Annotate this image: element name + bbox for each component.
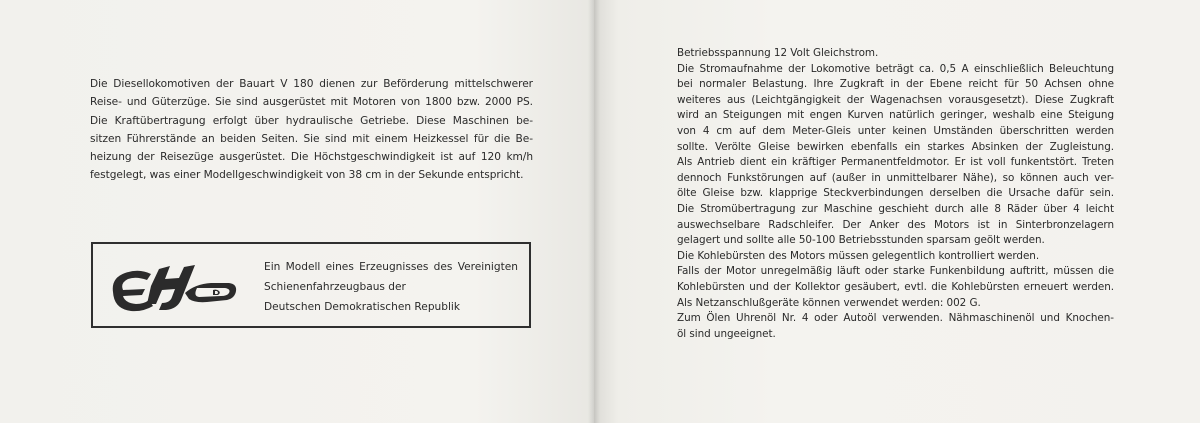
- text-line: auswechselbare Radschleifer. Der Anker des Motors ist in Sinterbronzelagern: [677, 218, 1114, 231]
- text-line: Als Antrieb dient ein kräftiger Permanentfeldmotor. Er ist voll funkentstört. Treten: [677, 156, 1114, 169]
- caption-line: Schienenfahrzeugbaus der: [264, 281, 406, 293]
- manufacturer-info-box: [91, 242, 531, 328]
- text-line: weiteres aus (Leichtgängigkeit der Wagenachsen vorausgesetzt). Diese Zugkraft: [677, 93, 1114, 106]
- text-line: öl sind ungeeignet.: [677, 327, 776, 340]
- ehb-manufacturer-logo-icon: [109, 262, 239, 314]
- text-line: Die Kraftübertragung erfolgt über hydraulische Getriebe. Diese Maschinen be-: [90, 114, 533, 127]
- text-line: Die Diesellokomotiven der Bauart V 180 dienen zur Beförderung mittelschwerer: [90, 78, 533, 90]
- caption-line: Deutschen Demokratischen Republik: [264, 301, 460, 313]
- text-line: Die Stromübertragung zur Maschine geschieht durch alle 8 Räder über 4 leicht: [677, 202, 1114, 215]
- text-line: Falls der Motor unregelmäßig läuft oder starke Funkenbildung auftritt, müssen die: [677, 265, 1114, 278]
- text-line: Kohlebürsten und der Kollektor gesäubert, evtl. die Kohlebürsten erneuert werden.: [677, 280, 1114, 293]
- text-line: Die Stromaufnahme der Lokomotive beträgt ca. 0,5 A einschließlich Beleuchtung: [677, 62, 1114, 75]
- text-line: von 4 cm auf dem Meter-Gleis unter keinen Umständen überschritten werden: [677, 124, 1114, 137]
- text-line: gelagert und sollte alle 50-100 Betriebsstunden sparsam geölt werden.: [677, 234, 1045, 247]
- manufacturer-caption: [264, 257, 524, 317]
- text-line: wird an Steigungen mit engen Kurven natürlich geringer, weshalb eine Steigung: [677, 109, 1114, 122]
- text-line: Als Netzanschlußgeräte können verwendet werden: 002 G.: [677, 296, 981, 309]
- text-line: bei normaler Belastung. Ihre Zugkraft in der Ebene reicht für 50 Achsen ohne: [677, 78, 1114, 91]
- text-line: heizung der Reisezüge ausgerüstet. Die Höchstgeschwindigkeit ist auf 120 km/h: [90, 151, 533, 164]
- text-line: ölte Gleise bzw. klapprige Steckverbindungen derselben die Ursache dafür sein.: [677, 187, 1114, 200]
- right-paragraph: [677, 46, 1114, 342]
- text-line: Zum Ölen Uhrenöl Nr. 4 oder Autoöl verwenden. Nähmaschinenöl und Knochen-: [677, 312, 1114, 325]
- text-line: dennoch Funkstörungen auf (außer in unmittelbarer Nähe), so können auch ver-: [677, 171, 1114, 184]
- left-page: [0, 0, 594, 423]
- text-line: festgelegt, was einer Modellgeschwindigkeit von 38 cm in der Sekunde entspricht.: [90, 169, 524, 182]
- text-line: Reise- und Güterzüge. Sie sind ausgerüstet mit Motoren von 1800 bzw. 2000 PS.: [90, 96, 533, 109]
- page-fold: [588, 0, 600, 423]
- text-line: Die Kohlebürsten des Motors müssen gelegentlich kontrolliert werden.: [677, 249, 1040, 262]
- text-line: sitzen Führerstände an beiden Seiten. Sie sind mit einem Heizkessel für die Be-: [90, 132, 533, 145]
- left-paragraph: [90, 75, 533, 185]
- caption-line: Ein Modell eines Erzeugnisses des Vereinigten: [264, 261, 518, 273]
- text-line: sollte. Verölte Gleise bewirken ebenfalls ein starkes Absinken der Zugleistung.: [677, 140, 1114, 153]
- text-line: Betriebsspannung 12 Volt Gleichstrom.: [677, 47, 879, 59]
